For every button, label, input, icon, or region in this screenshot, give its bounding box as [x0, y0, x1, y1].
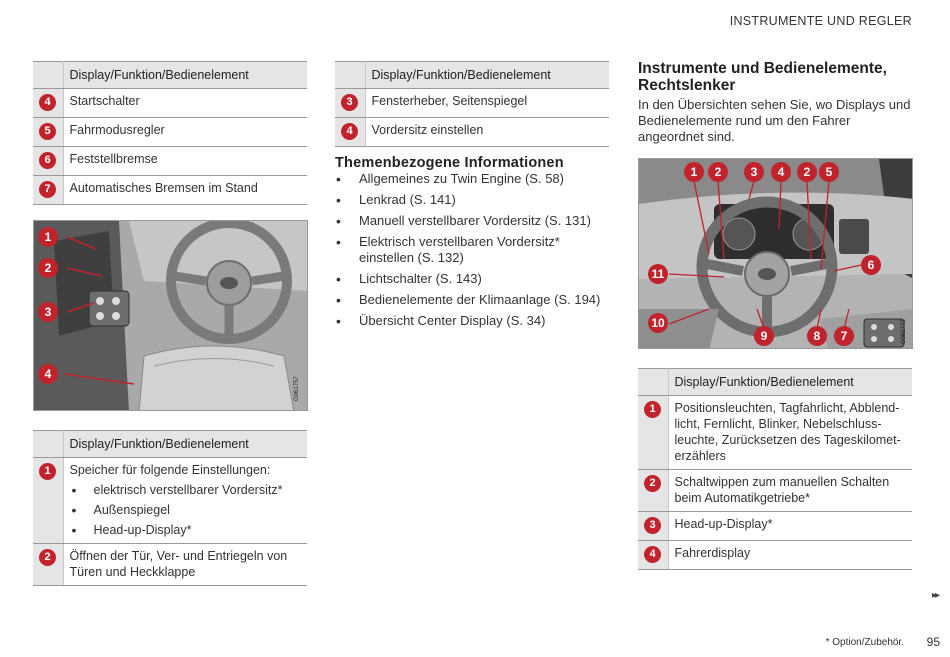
- table-heading: Display/Funktion/Bedienelement: [63, 62, 307, 89]
- image-code: G061757: [294, 376, 300, 401]
- table-row: [33, 458, 307, 544]
- list-item: • elektrisch verstellbarer Vordersitz*: [70, 482, 302, 498]
- related-link[interactable]: • Lenkrad (S. 141): [335, 192, 615, 208]
- table-row: [33, 89, 307, 118]
- cockpit-illustration: [638, 158, 913, 349]
- table-cell: Head-up-Display*: [668, 512, 912, 541]
- callout-marker: 11: [648, 264, 668, 284]
- related-info-list: [335, 171, 615, 334]
- callout-marker: 4: [771, 162, 791, 182]
- table-controls-rhd: [638, 368, 912, 570]
- table-cell: Startschalter: [63, 89, 307, 118]
- number-badge: 4: [39, 94, 56, 111]
- table-heading: Display/Funktion/Bedienelement: [668, 369, 912, 396]
- table-cell: Automatisches Bremsen im Stand: [63, 176, 307, 205]
- door-panel-illustration: [33, 220, 308, 411]
- page-number: 95: [926, 635, 940, 649]
- callout-marker: 6: [861, 255, 881, 275]
- table-row: [638, 512, 912, 541]
- intro-paragraph: In den Übersichten sehen Sie, wo Displays und Bedienelemente rund um den Fahrer angeordnet sind.: [638, 97, 911, 144]
- callout-marker: 3: [744, 162, 764, 182]
- related-link[interactable]: • Lichtschalter (S. 143): [335, 271, 615, 287]
- table-row: [33, 147, 307, 176]
- number-badge: 7: [39, 181, 56, 198]
- table-row: [33, 118, 307, 147]
- callout-marker: 9: [754, 326, 774, 346]
- callout-marker: 5: [819, 162, 839, 182]
- number-badge: 3: [644, 517, 661, 534]
- callout-marker: 4: [38, 364, 58, 384]
- related-info-title: Themenbezogene Informationen: [335, 155, 564, 171]
- footnote: * Option/Zubehör.: [825, 637, 904, 648]
- list-item: • Außenspiegel: [70, 502, 302, 518]
- page-header: INSTRUMENTE UND REGLER: [729, 14, 912, 28]
- list-item: • Head-up-Display*: [70, 522, 302, 538]
- table-cell: Vordersitz einstellen: [365, 118, 609, 147]
- number-badge: 4: [644, 546, 661, 563]
- callout-marker: 3: [38, 302, 58, 322]
- table-controls-1-2: [33, 430, 307, 586]
- callout-marker: 7: [834, 326, 854, 346]
- callout-marker: 10: [648, 313, 668, 333]
- section-heading: Instrumente und Bedienelemente, Rechtslenker: [638, 60, 887, 94]
- number-badge: 4: [341, 123, 358, 140]
- related-link[interactable]: • Elektrisch verstellbaren Vordersitz* einstellen (S. 132): [335, 234, 615, 266]
- callout-marker: 2: [38, 258, 58, 278]
- table-controls-4-7: [33, 61, 307, 205]
- table-cell: Feststellbremse: [63, 147, 307, 176]
- number-badge: 6: [39, 152, 56, 169]
- number-badge: 1: [39, 463, 56, 480]
- table-heading: Display/Funktion/Bedienelement: [63, 431, 307, 458]
- number-badge: 2: [644, 475, 661, 492]
- table-heading: Display/Funktion/Bedienelement: [365, 62, 609, 89]
- cockpit-drawing: [639, 159, 913, 349]
- table-cell: Schaltwippen zum manuellen Schalten beim Automatikgetriebe*: [668, 470, 912, 512]
- table-row: [638, 470, 912, 512]
- related-link[interactable]: • Manuell verstellbarer Vordersitz (S. 131): [335, 213, 615, 229]
- table-row: [33, 544, 307, 586]
- image-code: G061772: [901, 319, 907, 344]
- table-row: [638, 396, 912, 470]
- number-badge: 5: [39, 123, 56, 140]
- door-panel-drawing: [34, 221, 308, 411]
- table-row: [638, 541, 912, 570]
- number-badge: 3: [341, 94, 358, 111]
- table-controls-3-4: [335, 61, 609, 147]
- table-cell: Fahrmodusregler: [63, 118, 307, 147]
- table-cell: Fahrerdisplay: [668, 541, 912, 570]
- callout-marker: 2: [797, 162, 817, 182]
- bullet-list: [70, 482, 302, 538]
- number-badge: 1: [644, 401, 661, 418]
- related-link[interactable]: • Übersicht Center Display (S. 34): [335, 313, 615, 329]
- callout-marker: 1: [684, 162, 704, 182]
- table-row: [33, 176, 307, 205]
- table-cell: Fensterheber, Seitenspiegel: [365, 89, 609, 118]
- table-cell: Positionsleuchten, Tagfahrlicht, Abblend-licht, Fernlicht, Blinker, Nebelschluss-leuchte, Zurücksetzen des Tageskilomet-erzählers: [668, 396, 912, 470]
- table-cell: Speicher für folgende Einstellungen:: [69, 463, 271, 477]
- table-cell: Öffnen der Tür, Ver- und Entriegeln von Türen und Heckklappe: [63, 544, 307, 586]
- continue-icon: ▸▸: [931, 590, 938, 601]
- table-row: [335, 89, 609, 118]
- callout-marker: 8: [807, 326, 827, 346]
- callout-marker: 2: [708, 162, 728, 182]
- related-link[interactable]: • Bedienelemente der Klimaanlage (S. 194): [335, 292, 615, 308]
- number-badge: 2: [39, 549, 56, 566]
- callout-marker: 1: [38, 227, 58, 247]
- related-link[interactable]: • Allgemeines zu Twin Engine (S. 58): [335, 171, 615, 187]
- table-row: [335, 118, 609, 147]
